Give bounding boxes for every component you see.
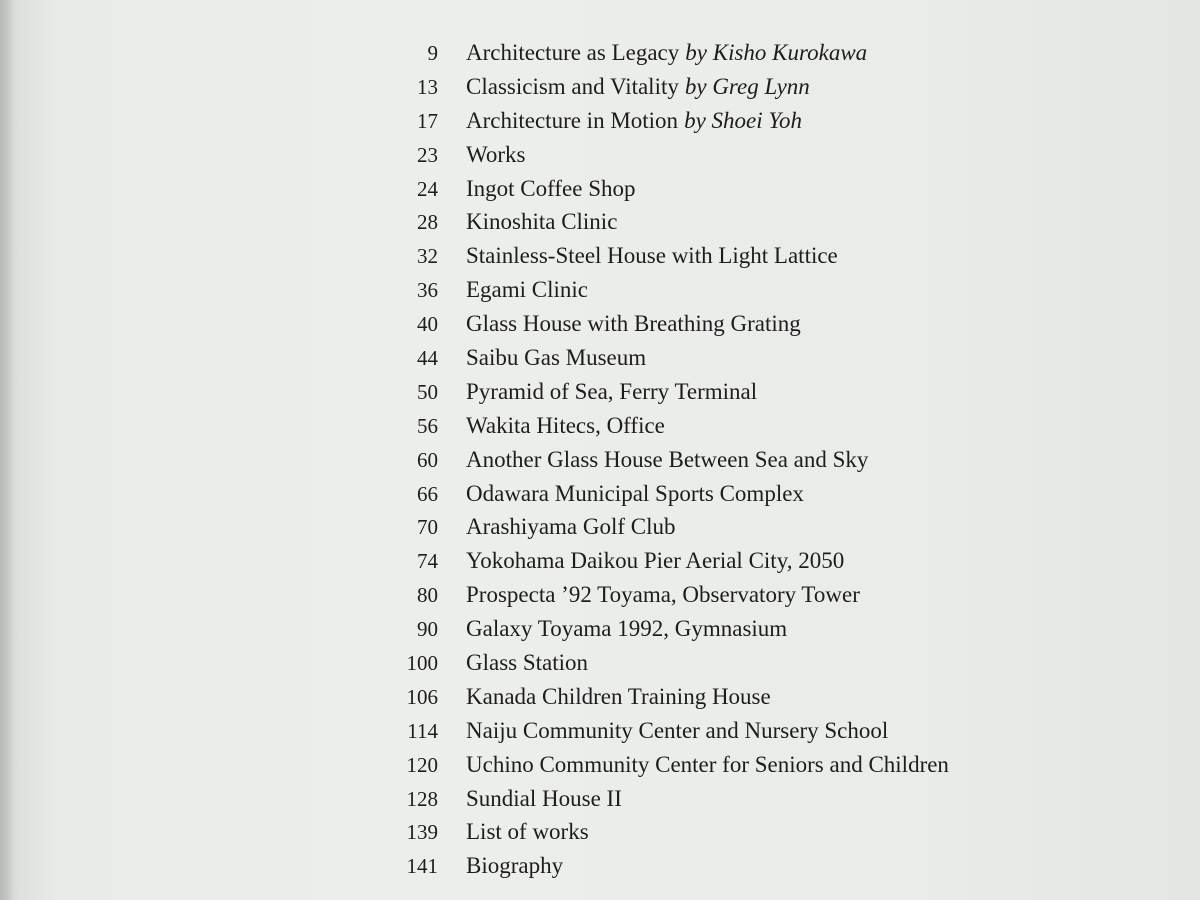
- toc-entry: [380, 239, 1100, 273]
- toc-entry: [380, 646, 1100, 680]
- table-of-contents: [380, 36, 1100, 883]
- toc-title: Naiju Community Center and Nursery School: [466, 717, 889, 743]
- toc-page-number: 28: [417, 210, 438, 235]
- toc-entry: [380, 205, 1100, 239]
- toc-entry: [380, 849, 1100, 883]
- toc-title: Ingot Coffee Shop: [466, 175, 636, 201]
- toc-page-number: 23: [417, 142, 438, 167]
- toc-entry: [380, 138, 1100, 172]
- toc-page-number: 32: [417, 244, 438, 269]
- toc-author: by Kisho Kurokawa: [685, 40, 868, 65]
- toc-page-number: 70: [417, 515, 438, 540]
- toc-entry: [380, 510, 1100, 544]
- toc-page-number: 120: [406, 752, 438, 777]
- toc-title: Uchino Community Center for Seniors and Children: [466, 751, 949, 777]
- toc-page-number: 141: [406, 854, 438, 879]
- toc-page-number: 40: [417, 312, 438, 337]
- toc-page-number: 56: [417, 413, 438, 438]
- toc-entry: [380, 375, 1100, 409]
- toc-title: Arashiyama Golf Club: [466, 514, 676, 540]
- toc-page-number: 114: [407, 718, 438, 743]
- toc-title: Glass House with Breathing Grating: [466, 311, 801, 337]
- toc-page-number: 74: [417, 549, 438, 574]
- toc-entry: [380, 36, 1100, 70]
- toc-page-number: 90: [417, 617, 438, 642]
- toc-title: Yokohama Daikou Pier Aerial City, 2050: [466, 548, 845, 574]
- toc-entry: [380, 680, 1100, 714]
- toc-title: Egami Clinic: [466, 277, 589, 303]
- toc-page-number: 60: [417, 447, 438, 472]
- toc-page-number: 13: [417, 74, 438, 99]
- toc-page-number: 36: [417, 278, 438, 303]
- toc-author: by Greg Lynn: [684, 73, 810, 99]
- toc-title: Kinoshita Clinic: [466, 209, 618, 235]
- toc-entry: [380, 544, 1100, 578]
- toc-entry: [380, 341, 1100, 375]
- toc-title: Kanada Children Training House: [466, 683, 771, 709]
- toc-page-number: 50: [417, 379, 438, 404]
- toc-entry: [380, 443, 1100, 477]
- toc-title: Glass Station: [466, 650, 589, 676]
- toc-author: by Shoei Yoh: [684, 107, 803, 133]
- toc-entry: [380, 477, 1100, 511]
- toc-entry: [380, 409, 1100, 443]
- toc-page-number: 100: [406, 651, 438, 676]
- toc-page-number: 24: [417, 176, 438, 201]
- toc-title: Odawara Municipal Sports Complex: [466, 480, 804, 506]
- toc-title: Saibu Gas Museum: [466, 345, 647, 371]
- toc-page-number: 44: [417, 346, 438, 371]
- toc-title: List of works: [466, 819, 589, 845]
- toc-title: Architecture as Legacy: [466, 40, 680, 65]
- toc-entry: [380, 70, 1100, 104]
- toc-entry: [380, 172, 1100, 206]
- toc-entry: [380, 815, 1100, 849]
- toc-entry: [380, 578, 1100, 612]
- toc-title: Wakita Hitecs, Office: [466, 412, 665, 438]
- toc-title: Stainless-Steel House with Light Lattice: [466, 243, 838, 269]
- toc-title: Architecture in Motion: [466, 107, 679, 133]
- toc-page-number: 9: [427, 41, 438, 65]
- toc-title: Biography: [466, 853, 564, 879]
- toc-entry: [380, 714, 1100, 748]
- toc-title: Pyramid of Sea, Ferry Terminal: [466, 378, 758, 404]
- toc-title: Sundial House II: [466, 785, 622, 811]
- toc-title: Classicism and Vitality: [466, 73, 679, 99]
- toc-entry: [380, 612, 1100, 646]
- toc-title: Works: [466, 141, 526, 167]
- toc-title: Another Glass House Between Sea and Sky: [466, 446, 869, 472]
- toc-entry: [380, 748, 1100, 782]
- toc-page-number: 80: [417, 583, 438, 608]
- toc-title: Galaxy Toyama 1992, Gymnasium: [466, 616, 788, 642]
- toc-page-number: 128: [406, 786, 438, 811]
- toc-page-number: 139: [406, 820, 438, 845]
- toc-title: Prospecta ’92 Toyama, Observatory Tower: [466, 582, 860, 608]
- toc-page-number: 17: [417, 108, 438, 133]
- toc-entry: [380, 273, 1100, 307]
- toc-entry: [380, 307, 1100, 341]
- toc-page-number: 66: [417, 481, 438, 506]
- toc-page-number: 106: [406, 684, 438, 709]
- toc-entry: [380, 104, 1100, 138]
- toc-entry: [380, 782, 1100, 816]
- page-gutter-shadow: [0, 0, 14, 900]
